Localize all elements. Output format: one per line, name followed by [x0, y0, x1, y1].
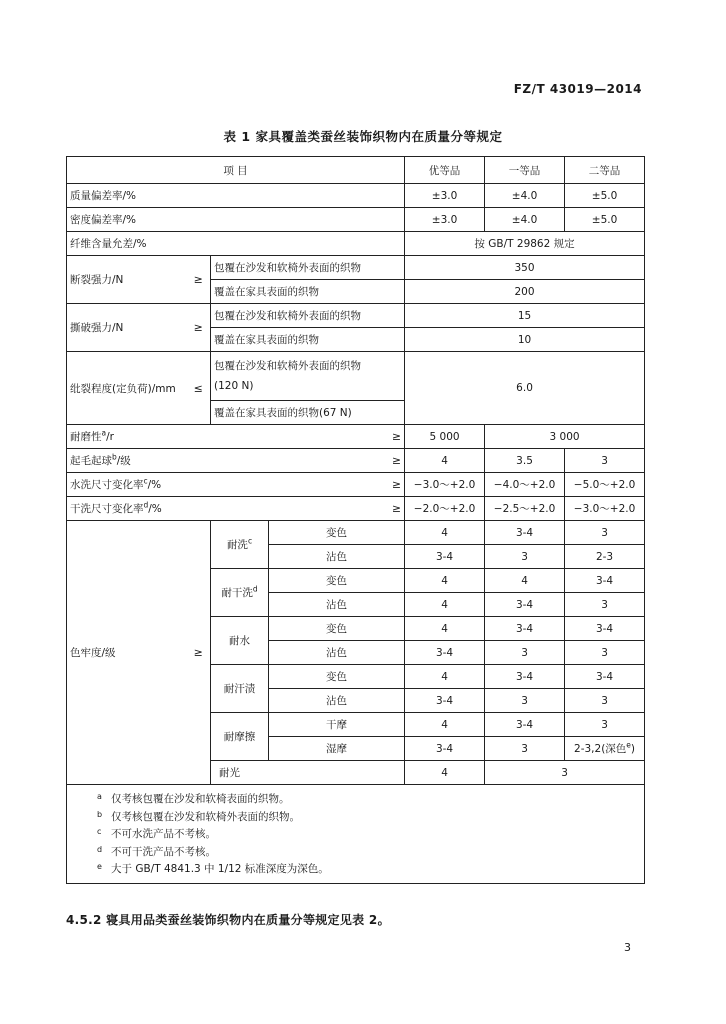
- sub-item-label: 变色: [269, 521, 405, 545]
- header-grade-first: 一等品: [485, 157, 565, 184]
- sub-item-label: 包覆在沙发和软椅外表面的织物: [211, 304, 405, 328]
- cell-value: 3: [565, 521, 645, 545]
- test-group-label: 耐汗渍: [211, 665, 269, 713]
- cell-value: ±3.0: [405, 208, 485, 232]
- sub-item-label: 沾色: [269, 545, 405, 569]
- cell-value: ±4.0: [485, 208, 565, 232]
- sub-item-label: 湿摩: [269, 737, 405, 761]
- table-header-row: [67, 157, 645, 184]
- cell-value: 4: [405, 761, 485, 785]
- dry-dim-change-label: [67, 497, 269, 521]
- operator-symbol: ≤: [187, 352, 211, 425]
- density-deviation-label: 密度偏差率/%: [67, 208, 405, 232]
- unit-text: /%: [148, 503, 162, 515]
- unit-text: /级: [116, 455, 131, 467]
- cell-value: 4: [485, 569, 565, 593]
- unit-text: /r: [106, 431, 114, 443]
- table-row: [67, 449, 645, 473]
- cell-value: 3: [485, 761, 645, 785]
- footnote-mark: b: [112, 452, 117, 462]
- value-text-tail: ): [630, 743, 636, 755]
- cell-value: 3-4: [405, 689, 485, 713]
- note-text: 仅考核包覆在沙发和软椅表面的织物。: [111, 793, 290, 805]
- cell-value: 3-4: [405, 737, 485, 761]
- wash-dim-change-label: [67, 473, 269, 497]
- table-notes: [67, 785, 645, 884]
- note-mark: c: [97, 827, 102, 836]
- cell-value: [565, 737, 645, 761]
- footnote-mark: a: [101, 428, 107, 438]
- sub-item-label-line2: (120 N): [214, 380, 254, 392]
- operator-symbol: ≥: [269, 449, 405, 473]
- note-text: 不可干洗产品不考核。: [111, 845, 216, 858]
- table-row: [67, 184, 645, 208]
- note-mark: b: [97, 809, 103, 819]
- cell-value: ±3.0: [405, 184, 485, 208]
- sub-item-label: [211, 352, 405, 401]
- group-name: 耐干洗: [221, 587, 253, 599]
- cell-value: −2.0～+2.0: [405, 497, 485, 521]
- quality-grade-table: [66, 156, 645, 884]
- value-text: 2-3,2(深色: [574, 743, 627, 755]
- cell-value: 3: [485, 545, 565, 569]
- note-item: [97, 809, 644, 827]
- cell-value: 5 000: [405, 425, 485, 449]
- colorfastness-label: 色牢度/级: [67, 521, 187, 785]
- table-notes-row: [67, 785, 645, 884]
- cell-value: −3.0～+2.0: [565, 497, 645, 521]
- cell-value: 2-3: [565, 545, 645, 569]
- cell-value: 3-4: [485, 593, 565, 617]
- table-row: [67, 425, 645, 449]
- note-item: [97, 826, 644, 844]
- operator-symbol: ≥: [187, 521, 211, 785]
- cell-value: 10: [405, 328, 645, 352]
- group-name: 耐洗: [226, 539, 248, 551]
- cell-value: 3: [485, 689, 565, 713]
- note-mark: d: [97, 844, 103, 854]
- note-text: 仅考核包覆在沙发和软椅外表面的织物。: [111, 810, 300, 823]
- tearing-strength-label: 撕破强力/N: [67, 304, 187, 352]
- test-group-label: 耐光: [211, 761, 405, 785]
- label-text: 干洗尺寸变化率: [70, 503, 144, 515]
- sub-item-label: 沾色: [269, 641, 405, 665]
- cell-value: 3: [565, 689, 645, 713]
- cell-value: −5.0～+2.0: [565, 473, 645, 497]
- cell-value: 3.5: [485, 449, 565, 473]
- operator-symbol: ≥: [187, 304, 211, 352]
- sub-item-label: 覆盖在家具表面的织物(67 N): [211, 401, 405, 425]
- sub-item-label: 覆盖在家具表面的织物: [211, 328, 405, 352]
- sub-item-label: 变色: [269, 569, 405, 593]
- table-row: [67, 352, 645, 401]
- table-row: [67, 232, 645, 256]
- test-group-label: 耐摩擦: [211, 713, 269, 761]
- breaking-strength-label: 断裂强力/N: [67, 256, 187, 304]
- operator-symbol: ≥: [187, 256, 211, 304]
- cell-value: 200: [405, 280, 645, 304]
- cell-value: 350: [405, 256, 645, 280]
- cell-value: 4: [405, 713, 485, 737]
- cell-value: 4: [405, 617, 485, 641]
- operator-symbol: ≥: [269, 497, 405, 521]
- header-item: 项 目: [67, 157, 405, 184]
- table-row: [67, 497, 645, 521]
- header-grade-premium: 优等品: [405, 157, 485, 184]
- fiber-content-label: 纤维含量允差/%: [67, 232, 405, 256]
- cell-value: 4: [405, 665, 485, 689]
- label-text: 耐磨性: [70, 431, 102, 443]
- cell-value: 3-4: [485, 617, 565, 641]
- cell-value: 3: [485, 737, 565, 761]
- cell-value: 15: [405, 304, 645, 328]
- footnote-mark: d: [252, 584, 258, 594]
- footnote-mark: c: [143, 476, 148, 486]
- cell-value: 4: [405, 449, 485, 473]
- cell-value: 6.0: [405, 352, 645, 425]
- cell-value: 4: [405, 569, 485, 593]
- cell-value: 3: [565, 713, 645, 737]
- note-item: [97, 844, 644, 862]
- sub-item-label: 沾色: [269, 689, 405, 713]
- cell-value: −2.5～+2.0: [485, 497, 565, 521]
- table-row: [67, 304, 645, 328]
- test-group-label: 耐水: [211, 617, 269, 665]
- sub-item-label-line1: 包覆在沙发和软椅外表面的织物: [214, 360, 361, 372]
- cell-value: −3.0～+2.0: [405, 473, 485, 497]
- sub-item-label: 包覆在沙发和软椅外表面的织物: [211, 256, 405, 280]
- operator-symbol: ≥: [269, 473, 405, 497]
- table-caption: 表 1 家具覆盖类蚕丝装饰织物内在质量分等规定: [223, 129, 503, 144]
- test-group-label: [211, 569, 269, 617]
- test-group-label: [211, 521, 269, 569]
- pilling-label: [67, 449, 269, 473]
- note-mark: e: [97, 862, 102, 871]
- cell-value: 3-4: [405, 641, 485, 665]
- sub-item-label: 干摩: [269, 713, 405, 737]
- note-item: [97, 791, 644, 809]
- footnote-mark: d: [143, 500, 149, 510]
- footnote-mark: c: [247, 536, 253, 546]
- cell-value: 3: [565, 449, 645, 473]
- operator-symbol: ≥: [269, 425, 405, 449]
- sub-item-label: 变色: [269, 665, 405, 689]
- unit-text: /%: [147, 479, 162, 491]
- cell-value: 3-4: [485, 521, 565, 545]
- cell-value: −4.0～+2.0: [485, 473, 565, 497]
- sub-item-label: 覆盖在家具表面的织物: [211, 280, 405, 304]
- sub-item-label: 沾色: [269, 593, 405, 617]
- cell-value: 3 000: [485, 425, 645, 449]
- cell-value: 3-4: [565, 617, 645, 641]
- sub-item-label: 变色: [269, 617, 405, 641]
- cell-value: 3: [565, 641, 645, 665]
- cell-value: ±5.0: [565, 208, 645, 232]
- cell-value: ±5.0: [565, 184, 645, 208]
- mass-deviation-label: 质量偏差率/%: [67, 184, 405, 208]
- cell-value: 3-4: [565, 665, 645, 689]
- cell-value: 3-4: [485, 665, 565, 689]
- footnote-mark: e: [626, 740, 631, 750]
- label-text: 起毛起球: [70, 455, 112, 467]
- cell-value: 3: [485, 641, 565, 665]
- cell-value: 3: [565, 593, 645, 617]
- note-mark: a: [97, 792, 102, 801]
- abrasion-label: [67, 425, 269, 449]
- table-row: [67, 473, 645, 497]
- note-item: [97, 861, 644, 879]
- cell-value: 3-4: [485, 713, 565, 737]
- label-text: 水洗尺寸变化率: [70, 479, 144, 491]
- seam-slippage-label: 纰裂程度(定负荷)/mm: [67, 352, 187, 425]
- cell-value: 3-4: [405, 545, 485, 569]
- standard-code: FZ/T 43019—2014: [513, 82, 642, 96]
- cell-value: 4: [405, 521, 485, 545]
- page-number: 3: [624, 941, 631, 954]
- cell-value: ±4.0: [485, 184, 565, 208]
- table-row: [67, 208, 645, 232]
- table-row: [67, 256, 645, 280]
- section-reference: 4.5.2 寝具用品类蚕丝装饰织物内在质量分等规定见表 2。: [66, 913, 390, 927]
- note-text: 大于 GB/T 4841.3 中 1/12 标准深度为深色。: [111, 863, 329, 875]
- table-row: [67, 521, 645, 545]
- cell-value: 3-4: [565, 569, 645, 593]
- note-text: 不可水洗产品不考核。: [111, 828, 216, 840]
- header-grade-second: 二等品: [565, 157, 645, 184]
- cell-value: 按 GB/T 29862 规定: [405, 232, 645, 256]
- cell-value: 4: [405, 593, 485, 617]
